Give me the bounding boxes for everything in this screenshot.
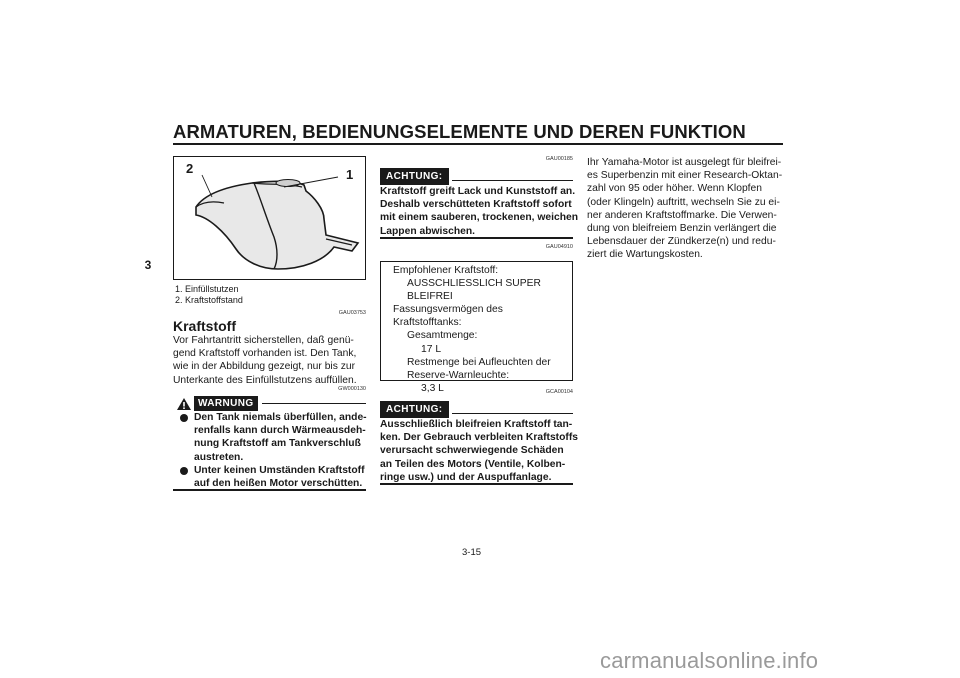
caution-2-line: an Teilen des Motors (Ventile, Kolben- [380,458,566,470]
octane-info-line: dung von bleifreiem Benzin verlängert die [587,223,777,235]
caution-1-top-rule [452,180,573,181]
warning-item-line: auf den heißen Motor verschütten. [194,478,363,490]
figure-caption-1: 1. Einfüllstutzen [175,284,239,294]
fuel-tank-illustration [174,157,366,280]
caution-2-line: ken. Der Gebrauch verbleiten Kraftstoffs [380,432,578,444]
warning-label: WARNUNG [194,396,258,411]
octane-info-line: (oder Klingeln) auftritt, wechseln Sie zu ei- [587,196,780,208]
caution-2-top-rule [452,413,573,414]
octane-info-line: es Superbenzin mit einer Research-Oktan- [587,170,783,182]
warning-item-line: Unter keinen Umständen Kraftstoff [194,464,365,476]
caution-2-line: ringe usw.) und der Auspuffanlage. [380,471,552,483]
fuel-section-title: Kraftstoff [173,318,236,334]
spec-line: Fassungsvermögen des Kraftstofftanks: [393,304,503,329]
warning-badge [176,396,258,411]
warning-item-line: renfalls kann durch Wärmeausdeh- [194,425,366,437]
bullet-dot-icon [180,467,188,475]
warning-item [180,464,370,490]
octane-info-line: Ihr Yamaha-Motor ist ausgelegt für bleifrei- [587,157,782,168]
bullet-dot-icon [180,414,188,422]
warning-item-line: Den Tank niemals überfüllen, ande- [194,412,367,423]
caution-1-text [380,185,580,238]
octane-info-line: ziert die Wartungskosten. [587,249,703,261]
figure-caption-2: 2. Kraftstoffstand [175,295,243,305]
fuel-text-line: gend Kraftstoff vorhanden ist. Den Tank, [173,348,357,360]
warning-code: GW000130 [338,386,366,392]
figure-callout-1: 1 [346,167,354,182]
spec-line: 3,3 L [421,382,444,394]
warning-item [180,411,370,464]
fuel-section-code: GAU03753 [338,310,366,316]
caution-1-line: Deshalb verschütteten Kraftstoff sofort [380,199,572,211]
fuel-text-line: wie in der Abbildung gezeigt, nur bis zur [173,361,356,373]
spec-line: Reserve-Warnleuchte: [407,369,510,381]
caution-1-line: mit einem sauberen, trockenen, weichen [380,212,578,224]
caution-2-badge [380,399,449,418]
figure-captions [175,284,243,306]
fuel-section-text [173,334,373,387]
spec-code: GAU04910 [545,244,573,250]
spec-line: Empfohlener Kraftstoff: [393,265,499,276]
spec-line: Gesamtmenge: [407,330,478,342]
caution-2-text [380,418,585,484]
octane-info-text [587,156,787,262]
fuel-text-line: Vor Fahrtantritt sicherstellen, daß genü- [173,335,354,346]
spec-line: Restmenge bei Aufleuchten der [407,356,551,368]
watermark: carmanualsonline.info [600,648,819,673]
chapter-tab: 3 [144,258,152,272]
spec-line: BLEIFREI [407,291,453,303]
octane-info-line: ner anderen Kraftstoffmarke. Die Verwen- [587,209,777,221]
caution-1-line: Kraftstoff greift Lack und Kunststoff an. [380,186,576,197]
caution-2-line: Ausschließlich bleifreien Kraftstoff tan- [380,419,573,430]
caution-1-label: ACHTUNG: [380,168,449,185]
octane-info-line: zahl von 95 oder höher. Wenn Klopfen [587,183,762,195]
page-number: 3-15 [462,547,482,558]
figure-callout-2: 2 [186,161,194,176]
caution-1-line: Lappen abwischen. [380,225,475,237]
warning-item-line: austreten. [194,451,244,463]
caution-1-bottom-rule [380,237,573,239]
warning-bottom-rule [173,489,366,491]
warning-item-line: nung Kraftstoff am Tankverschluß [194,438,361,450]
header-rule [173,143,783,145]
spec-line: 17 L [421,343,442,355]
fuel-text-line: Unterkante des Einfüllstutzens auffüllen. [173,374,357,386]
warning-top-rule [262,403,366,404]
caution-1-badge [380,166,449,185]
spec-line: AUSSCHLIESSLICH SUPER [407,278,541,290]
warning-list [180,411,370,490]
caution-2-code: GCA00104 [545,389,573,395]
caution-1-code: GAU00185 [545,156,573,162]
caution-2-line: verursacht schwerwiegende Schäden [380,445,564,457]
warning-triangle-icon [176,397,192,411]
octane-info-line: Lebensdauer der Zündkerze(n) und redu- [587,236,776,248]
caution-2-bottom-rule [380,483,573,485]
caution-2-label: ACHTUNG: [380,401,449,418]
page-header-title: ARMATUREN, BEDIENUNGSELEMENTE UND DEREN FUNKTION [173,121,746,142]
fuel-tank-figure [173,156,366,280]
